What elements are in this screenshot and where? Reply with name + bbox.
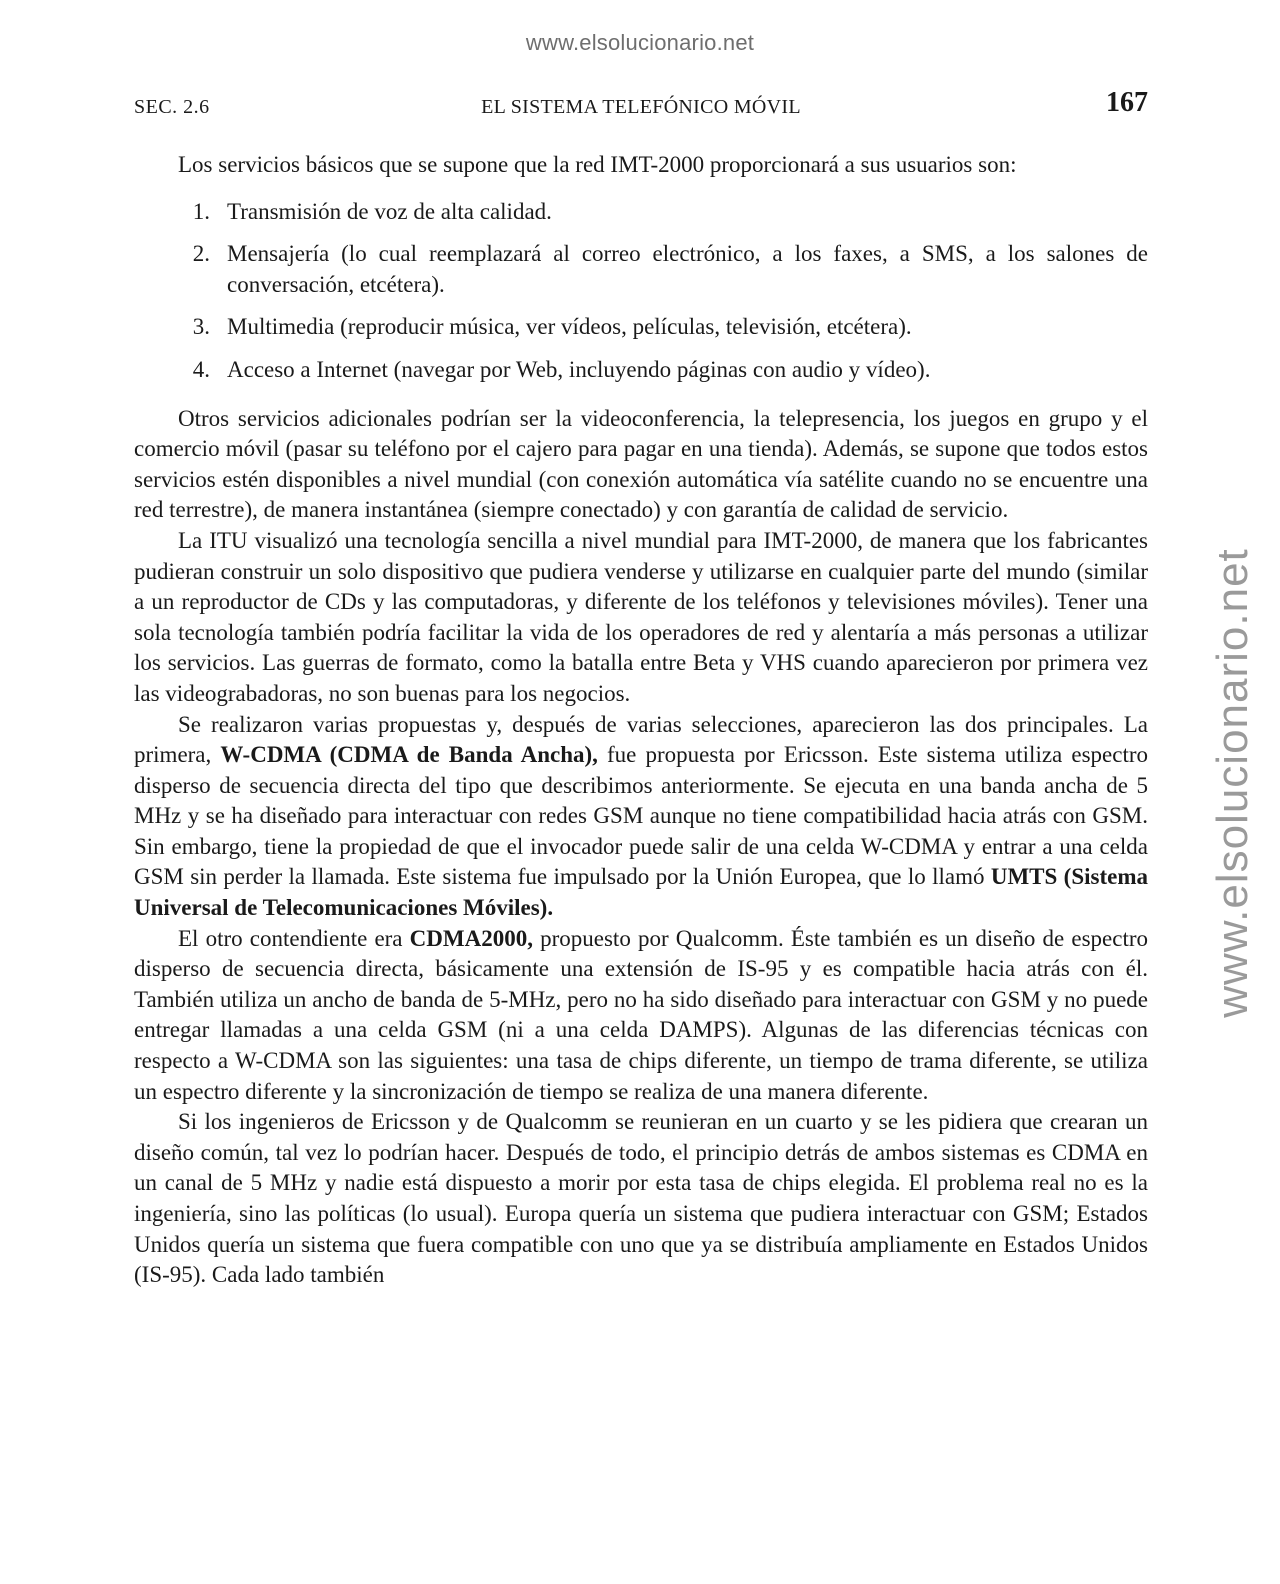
watermark-top: www.elsolucionario.net [525,30,755,55]
umts-term: UMTS (Sistema Universal de Telecomunicaciones Móviles). [134,864,1148,921]
list-item-text: Mensajería (lo cual reemplazará al correo electrónico, a los faxes, a SMS, a los salones de conversación, etcétera). [227,241,1148,297]
wcdma-term: W-CDMA (CDMA de Banda Ancha), [220,742,598,768]
paragraph-cdma2000 [134,924,1148,1108]
list-item [134,197,1148,228]
paragraph-wcdma [134,710,1148,924]
watermark-side: www.elsolucionario.net [1208,548,1257,1018]
running-head [134,87,1148,124]
paragraph-politics: Si los ingenieros de Ericsson y de Qualcomm se reunieran en un cuarto y se les pidiera que crearan un diseño común, tal vez lo podrían hacer. Después de todo, el principio detrás de ambos sistemas es CDMA en un canal de 5 MHz y nadie está dispuesto a morir por esta tasa de chips elegida. El problema real no es la ingeniería, sino las políticas (lo usual). Europa quería un sistema que pudiera interactuar con GSM; Estados Unidos quería un sistema que fuera compatible con uno que ya se distribuía ampliamente en Estados Unidos (IS-95). Cada lado también [134,1109,1148,1288]
section-label: SEC. 2.6 [134,96,210,118]
paragraph-additional-services: Otros servicios adicionales podrían ser la videoconferencia, la telepresencia, los juegos en grupo y el comercio móvil (pasar su teléfono por el cajero para pagar en una tienda). Además, se supone que todos estos servicios estén disponibles a nivel mundial (con conexión automática vía satélite cuando no se encuentre una red terrestre), de manera instantánea (siempre conectado) y con garantía de calidad de servicio. [134,405,1148,523]
chapter-title: EL SISTEMA TELEFÓNICO MÓVIL [481,96,801,118]
cdma2000-text-c: propuesto por Qualcomm. Éste también es un diseño de espectro disperso de secuencia directa, básicamente una extensión de IS-95 y es compatible hacia atrás con él. También utiliza un ancho de banda de 5-MHz, pero no ha sido diseñado para interactuar con GSM y no puede entregar llamadas a una celda GSM (ni a una celda DAMPS). Algunas de las diferencias técnicas con respecto a W-CDMA son las siguientes: una tasa de chips diferente, un tiempo de trama diferente, se utiliza un espectro diferente y la sincronización de tiempo se realiza de una manera diferente. [134,925,1148,1104]
list-item-number: 3. [192,314,210,340]
cdma2000-text-a: El otro contendiente era [178,925,410,951]
list-item-text: Transmisión de voz de alta calidad. [227,198,552,224]
list-item-number: 1. [192,198,210,224]
cdma2000-term: CDMA2000, [409,925,533,951]
list-item [134,355,1148,386]
list-item-text: Acceso a Internet (navegar por Web, incluyendo páginas con audio y vídeo). [227,356,931,382]
list-item-number: 2. [192,241,210,267]
list-item [134,239,1148,300]
list-item-number: 4. [192,356,210,382]
wcdma-text-a: Se realizaron varias propuestas y, después de varias selecciones, aparecieron las dos principales. La primera, [134,711,1148,768]
page-number: 167 [1106,87,1148,118]
intro-paragraph: Los servicios básicos que se supone que la red IMT-2000 proporcionará a sus usuarios son: [178,152,1017,177]
list-item [134,312,1148,343]
body-text [134,150,1148,1291]
services-list [134,197,1148,386]
paragraph-itu-vision: La ITU visualizó una tecnología sencilla a nivel mundial para IMT-2000, de manera que los fabricantes pudieran construir un solo dispositivo que pudiera venderse y utilizarse en cualquier parte del mundo (similar a un reproductor de CDs y las computadoras, y diferente de los teléfonos y televisiones móviles). Tener una sola tecnología también podría facilitar la vida de los operadores de red y alentaría a más personas a utilizar los servicios. Las guerras de formato, como la batalla entre Beta y VHS cuando aparecieron por primera vez las videograbadoras, no son buenas para los negocios. [134,527,1148,706]
list-item-text: Multimedia (reproducir música, ver vídeos, películas, televisión, etcétera). [227,314,912,340]
wcdma-text-c: fue propuesta por Ericsson. Este sistema utiliza espectro disperso de secuencia directa del tipo que describimos anteriormente. Se ejecuta en una banda ancha de 5 MHz y se ha diseñado para interactuar con redes GSM aunque no tiene compatibilidad hacia atrás con GSM. Sin embargo, tiene la propiedad de que el invocador puede salir de una celda W-CDMA y entrar a una celda GSM sin perder la llamada. Este sistema fue impulsado por la Unión Europea, que lo llamó [134,742,1149,890]
